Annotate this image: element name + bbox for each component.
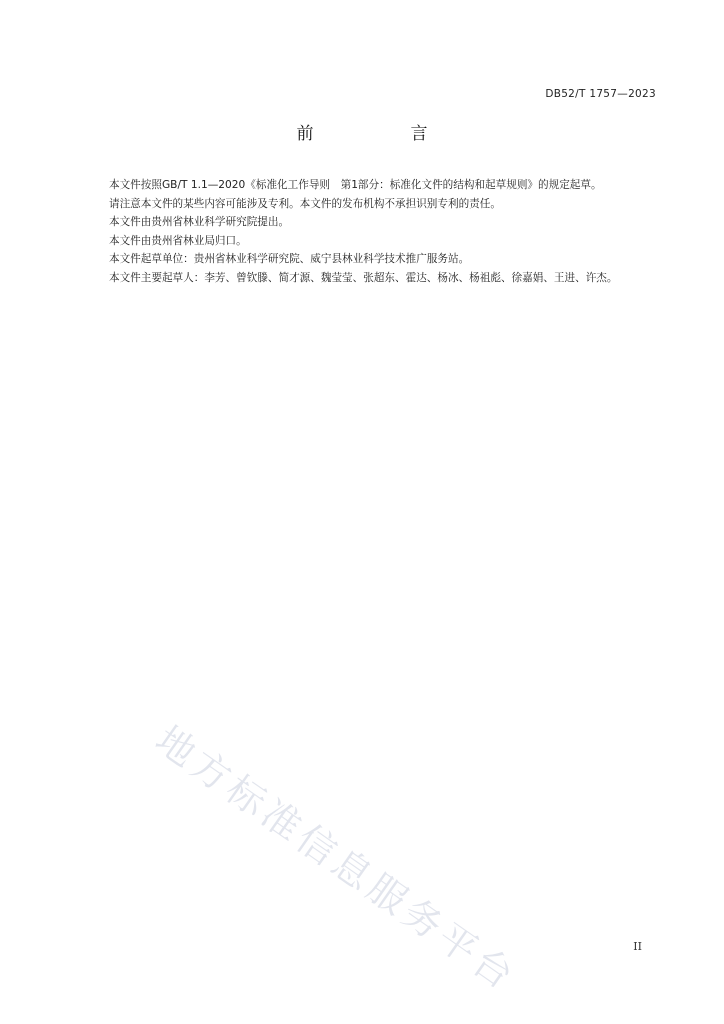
paragraph-patent-notice: 请注意本文件的某些内容可能涉及专利。本文件的发布机构不承担识别专利的责任。 (109, 197, 501, 210)
paragraph-drafters: 本文件主要起草人：李芳、曾钦滕、简才源、魏莹莹、张超东、霍达、杨冰、杨祖彪、徐嘉娟、王进、许杰。 (109, 271, 618, 284)
paragraph-centralized-unit: 本文件由贵州省林业局归口。 (109, 234, 247, 247)
paragraph-proposer: 本文件由贵州省林业科学研究院提出。 (109, 216, 290, 228)
document-code: DB52/T 1757—2023 (545, 88, 656, 100)
watermark: 地方标准信息服务平台 (147, 717, 526, 1001)
paragraph-drafting-rules: 本文件按照GB/T 1.1—2020《标准化工作导则 第1部分：标准化文件的结构和起草规则》的规定起草。 (109, 179, 602, 191)
body-text (88, 176, 656, 287)
section-title: 前 言 (296, 124, 468, 144)
page-number: II (633, 940, 642, 953)
paragraph-drafting-units: 本文件起草单位：贵州省林业科学研究院、威宁县林业科学技术推广服务站。 (109, 253, 470, 265)
